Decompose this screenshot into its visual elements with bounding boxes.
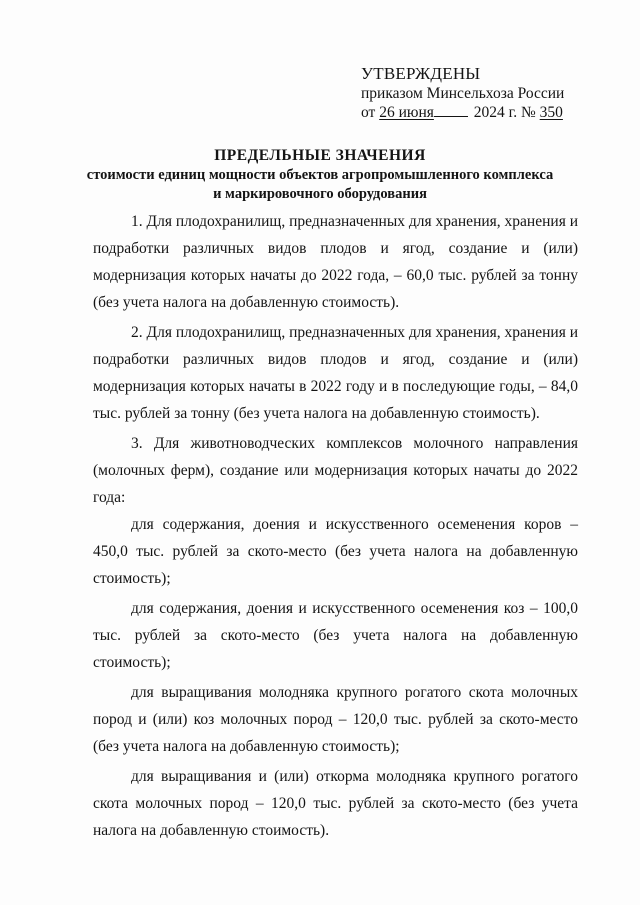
- date-prefix: от: [361, 104, 380, 121]
- approved-heading: УТВЕРЖДЕНЫ: [361, 64, 481, 83]
- title-subtitle-line-2: и маркировочного оборудования: [213, 186, 427, 202]
- paragraph-3: 3. Для животноводческих комплексов молочного направления (молочных ферм), создание или модернизация которых начаты до 2022 года:: [93, 435, 578, 506]
- order-date-line: [361, 103, 601, 122]
- paragraph-3-item-young-stock-fattening: для выращивания и (или) откорма молодняка крупного рогатого скота молочных пород – 120,0 тыс. рублей за ското-место (без учета налога на добавленную стоимость).: [93, 768, 578, 839]
- title-main: ПРЕДЕЛЬНЫЕ ЗНАЧЕНИЯ: [214, 147, 426, 164]
- order-date: 26 июня: [379, 104, 434, 121]
- order-year: 2024 г. №: [469, 104, 540, 121]
- paragraph-1: 1. Для плодохранилищ, предназначенных для хранения, хранения и подработки различных видов плодов и ягод, создание и (или) модернизация которых начаты до 2022 года, – 60,0 тыс. рублей за тонну (без учета налога на добавленную стоимость).: [93, 213, 578, 311]
- order-issuer: приказом Минсельхоза России: [361, 85, 565, 102]
- paragraph-3-item-cows: для содержания, доения и искусственного осеменения коров – 450,0 тыс. рублей за ското-место (без учета налога на добавленную стоимость);: [93, 516, 578, 587]
- title-subtitle-line-1: стоимости единиц мощности объектов агропромышленного комплекса: [86, 167, 554, 183]
- document-title: [60, 146, 580, 204]
- date-underline: [434, 104, 468, 117]
- paragraph-3-item-goats: для содержания, доения и искусственного осеменения коз – 100,0 тыс. рублей за ското-место (без учета налога на добавленную стоимость);: [93, 600, 578, 671]
- paragraph-3-item-young-stock: для выращивания молодняка крупного рогатого скота молочных пород и (или) коз молочных пород – 120,0 тыс. рублей за ското-место (без учета налога на добавленную стоимость);: [93, 684, 578, 755]
- paragraph-2: 2. Для плодохранилищ, предназначенных для хранения, хранения и подработки различных видов плодов и ягод, создание и (или) модернизация которых начаты в 2022 году и в последующие годы, – 84,0 тыс. рублей за тонну (без учета налога на добавленную стоимость).: [93, 324, 578, 422]
- document-body: [93, 208, 578, 847]
- approval-block: [361, 64, 601, 122]
- order-number: 350: [539, 104, 563, 121]
